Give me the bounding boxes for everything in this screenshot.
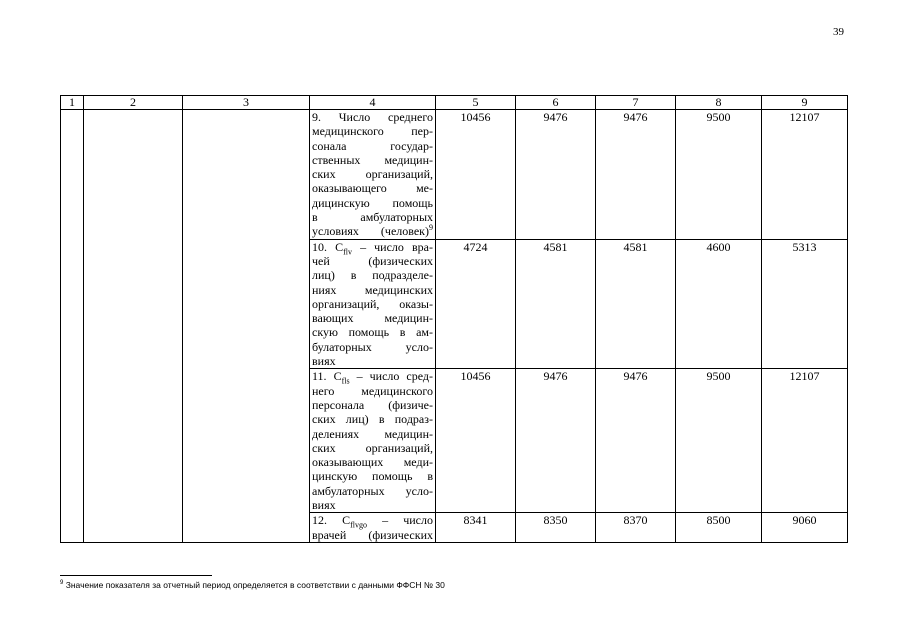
indicator-line: – число вра- bbox=[351, 239, 433, 254]
value-cell: 4581 bbox=[516, 239, 596, 369]
value-cell: 4724 bbox=[436, 239, 516, 369]
indicator-line: – число сред- bbox=[349, 369, 433, 384]
value-cell: 8500 bbox=[676, 513, 762, 543]
column-header: 7 bbox=[596, 96, 676, 110]
indicator-line: оказывающего ме- bbox=[312, 181, 433, 196]
value-cell: 9476 bbox=[516, 110, 596, 240]
value-cell: 5313 bbox=[762, 239, 848, 369]
empty-cell-col2 bbox=[84, 110, 183, 543]
indicator-prefix: 12. C bbox=[312, 513, 351, 528]
indicator-line: дицинскую помощь bbox=[312, 195, 433, 210]
column-header: 9 bbox=[762, 96, 848, 110]
indicator-cell bbox=[310, 239, 436, 369]
indicator-line: медицинского пер- bbox=[312, 124, 433, 139]
indicator-line: ственных медицин- bbox=[312, 152, 433, 167]
indicator-line: условиях (человек) bbox=[312, 224, 429, 239]
value-cell: 9500 bbox=[676, 110, 762, 240]
indicator-subscript: flv bbox=[343, 247, 352, 257]
value-cell: 8370 bbox=[596, 513, 676, 543]
value-cell: 10456 bbox=[436, 110, 516, 240]
indicator-table bbox=[60, 95, 848, 543]
indicator-line: 9. Число среднего bbox=[312, 110, 433, 124]
indicator-line: лиц) в подразделе- bbox=[312, 268, 433, 283]
empty-cell-col3 bbox=[183, 110, 310, 543]
indicator-line: амбулаторных усло- bbox=[312, 483, 433, 498]
indicator-cell bbox=[310, 369, 436, 513]
indicator-cell bbox=[310, 110, 436, 240]
column-header: 3 bbox=[183, 96, 310, 110]
value-cell: 10456 bbox=[436, 369, 516, 513]
value-cell: 4581 bbox=[596, 239, 676, 369]
empty-cell-col1 bbox=[61, 110, 84, 543]
indicator-line: чей (физических bbox=[312, 253, 433, 268]
indicator-cell bbox=[310, 513, 436, 543]
indicator-line: организаций, оказы- bbox=[312, 296, 433, 311]
indicator-line: булаторных усло- bbox=[312, 339, 433, 354]
value-cell: 9500 bbox=[676, 369, 762, 513]
value-cell: 12107 bbox=[762, 110, 848, 240]
indicator-line: ских лиц) в подраз- bbox=[312, 412, 433, 427]
indicator-line: вающих медицин- bbox=[312, 311, 433, 326]
column-header: 8 bbox=[676, 96, 762, 110]
value-cell: 9476 bbox=[596, 369, 676, 513]
value-cell: 4600 bbox=[676, 239, 762, 369]
column-header: 5 bbox=[436, 96, 516, 110]
column-header: 6 bbox=[516, 96, 596, 110]
header-row bbox=[61, 96, 848, 110]
column-header: 4 bbox=[310, 96, 436, 110]
footnote bbox=[60, 580, 445, 590]
footnote-marker: 9 bbox=[60, 580, 64, 587]
indicator-line: виях bbox=[312, 498, 336, 513]
indicator-line: делениях медицин- bbox=[312, 426, 433, 441]
indicator-line: оказывающих меди- bbox=[312, 455, 433, 470]
value-cell: 8341 bbox=[436, 513, 516, 543]
indicator-line: – число bbox=[367, 513, 433, 528]
indicator-subscript: flvgo bbox=[350, 520, 367, 530]
indicator-line: персонала (физиче- bbox=[312, 397, 433, 412]
page-number: 39 bbox=[833, 26, 844, 38]
column-header: 2 bbox=[84, 96, 183, 110]
footnote-ref: 9 bbox=[429, 223, 433, 233]
indicator-line: сонала государ- bbox=[312, 138, 433, 153]
indicator-subscript: fls bbox=[341, 376, 350, 386]
footnote-text: Значение показателя за отчетный период определяется в соответствии с данными ФФСН № 30 bbox=[63, 580, 445, 590]
indicator-prefix: 11. C bbox=[312, 369, 342, 384]
indicator-line: скую помощь в ам- bbox=[312, 325, 433, 340]
column-header: 1 bbox=[61, 96, 84, 110]
indicator-line: цинскую помощь в bbox=[312, 469, 433, 484]
value-cell: 9060 bbox=[762, 513, 848, 543]
value-cell: 9476 bbox=[516, 369, 596, 513]
footnote-divider bbox=[60, 575, 212, 576]
indicator-line: ских организаций, bbox=[312, 440, 433, 455]
indicator-line: ских организаций, bbox=[312, 167, 433, 182]
value-cell: 8350 bbox=[516, 513, 596, 543]
indicator-line: ниях медицинских bbox=[312, 282, 433, 297]
indicator-line: врачей (физических bbox=[312, 527, 433, 542]
table-row bbox=[61, 110, 848, 240]
value-cell: 9476 bbox=[596, 110, 676, 240]
indicator-line: в амбулаторных bbox=[312, 210, 433, 225]
value-cell: 12107 bbox=[762, 369, 848, 513]
indicator-line: него медицинского bbox=[312, 383, 433, 398]
indicator-line: виях bbox=[312, 354, 336, 369]
indicator-prefix: 10. C bbox=[312, 239, 344, 254]
